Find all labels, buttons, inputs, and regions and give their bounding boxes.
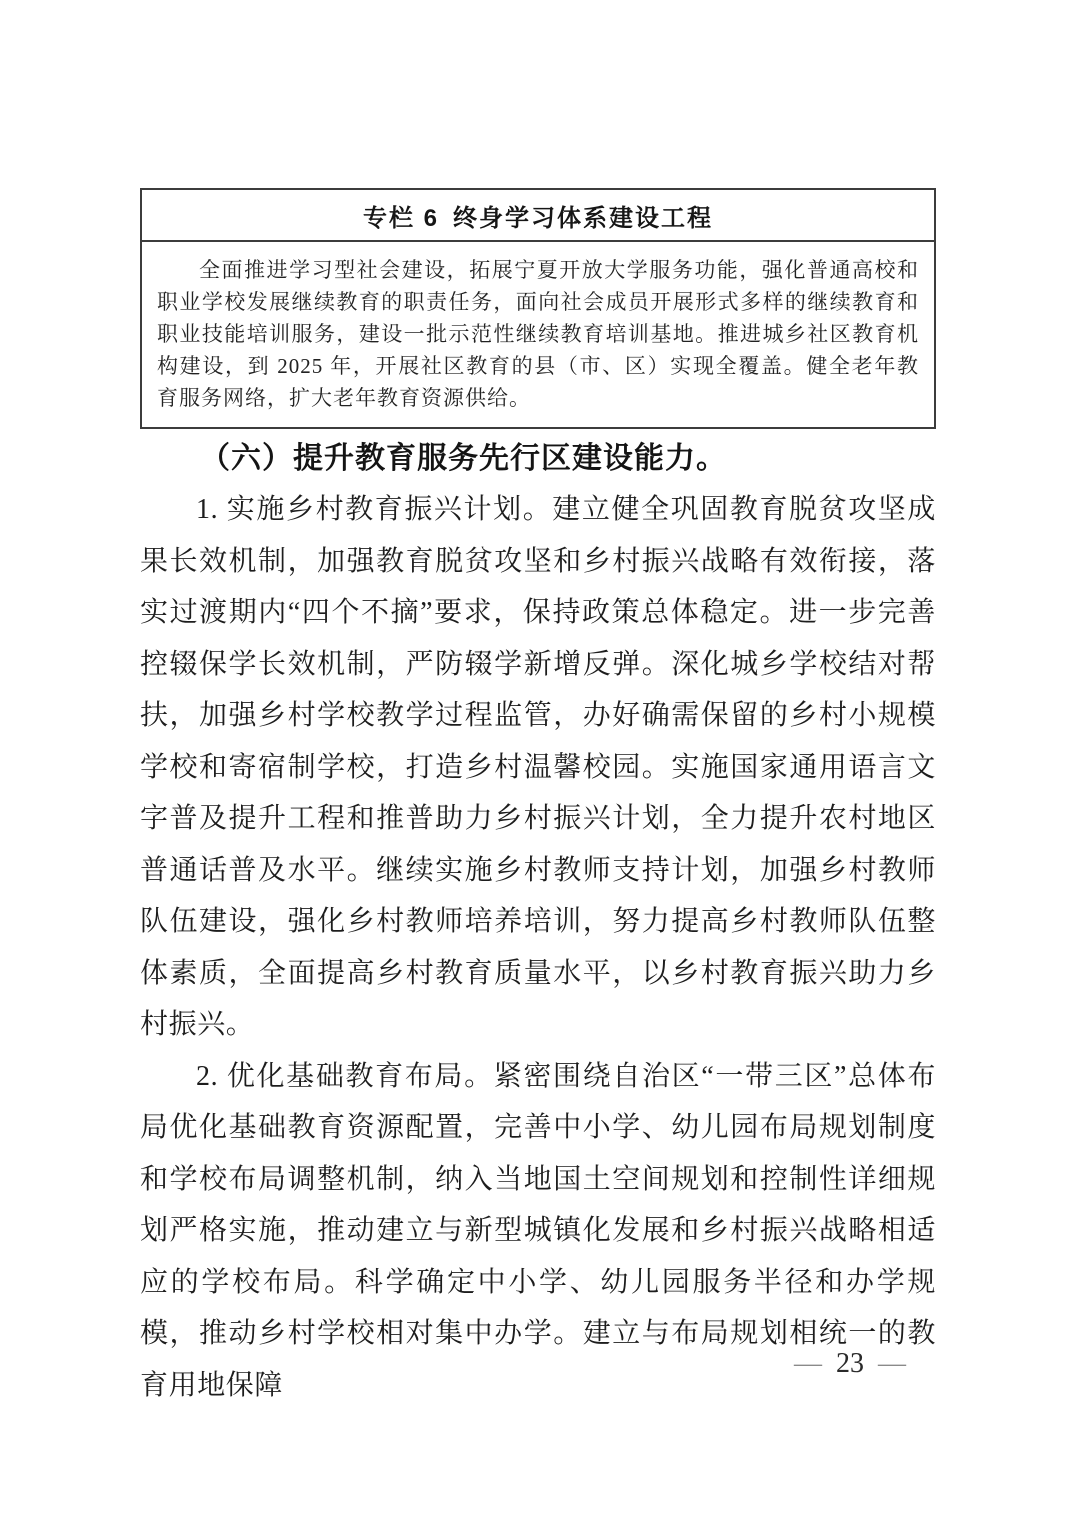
- section-heading: （六）提升教育服务先行区建设能力。: [200, 442, 727, 475]
- paragraph-rural-education: 1. 实施乡村教育振兴计划。建立健全巩固教育脱贫攻坚成果长效机制，加强教育脱贫攻坚和乡村振兴战略有效衔接，落实过渡期内“四个不摘”要求，保持政策总体稳定。进一步完善控辍保学长效机制，严防辍学新增反弹。深化城乡学校结对帮扶，加强乡村学校教学过程监管，办好确需保留的乡村小规模学校和寄宿制学校，打造乡村温馨校园。实施国家通用语言文字普及提升工程和推普助力乡村振兴计划，全力提升农村地区普通话普及水平。继续实施乡村教师支持计划，加强乡村教师队伍建设，强化乡村教师培养培训，努力提高乡村教师队伍整体素质，全面提高乡村教育质量水平，以乡村教育振兴助力乡村振兴。: [140, 494, 936, 1040]
- page-footer: [760, 1348, 940, 1380]
- page-number: 23: [836, 1348, 864, 1379]
- paragraph-basic-education-layout: 2. 优化基础教育布局。紧密围绕自治区“一带三区”总体布局优化基础教育资源配置，完善中小学、幼儿园布局规划制度和学校布局调整机制，纳入当地国土空间规划和控制性详细规划严格实施，推动建立与新型城镇化发展和乡村振兴战略相适应的学校布局。科学确定中小学、幼儿园服务半径和办学规模，推动乡村学校相对集中办学。建立与布局规划相统一的教育用地保障: [140, 1060, 936, 1401]
- footer-left-dash: —: [794, 1348, 822, 1379]
- page-content: [140, 188, 936, 1411]
- callout-label: 专栏 6: [362, 205, 439, 232]
- callout-header: [142, 190, 934, 242]
- callout-body-text: 全面推进学习型社会建设，拓展宁夏开放大学服务功能，强化普通高校和职业学校发展继续教育的职责任务，面向社会成员开展形式多样的继续教育和职业技能培训服务，建设一批示范性继续教育培训基地。推进城乡社区教育机构建设，到 2025 年，开展社区教育的县（市、区）实现全覆盖。健全老年教育服务网络，扩大老年教育资源供给。: [157, 258, 919, 410]
- callout-title: 终身学习体系建设工程: [453, 205, 713, 232]
- footer-right-dash: —: [878, 1348, 906, 1379]
- callout-box: [140, 188, 936, 429]
